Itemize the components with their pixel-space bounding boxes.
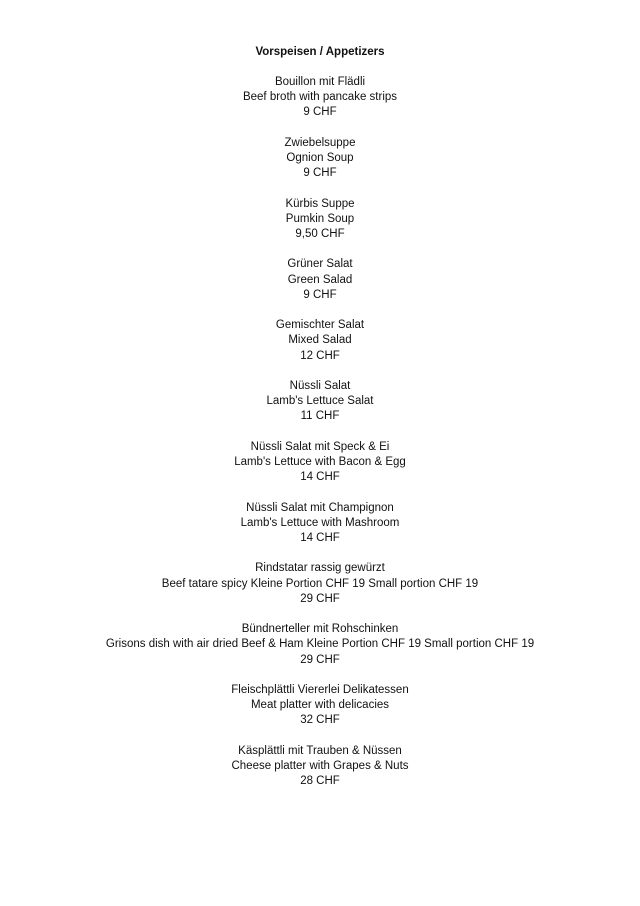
item-name-de: Rindstatar rassig gewürzt bbox=[255, 562, 385, 575]
item-name-de: Gemischter Salat bbox=[275, 319, 365, 332]
menu-item-nuessli-salat bbox=[0, 379, 640, 425]
item-name-en: Lamb's Lettuce with Bacon & Egg bbox=[234, 455, 406, 468]
menu-item-kuerbis-suppe bbox=[0, 197, 640, 243]
menu-item-gemischter-salat bbox=[0, 318, 640, 364]
item-name-en: Mixed Salad bbox=[288, 334, 352, 347]
item-name-en: Grisons dish with air dried Beef & Ham Kleine Portion CHF 19 Small portion CHF 19 bbox=[105, 638, 535, 651]
item-name-en: Ognion Soup bbox=[286, 152, 354, 164]
menu-list bbox=[0, 75, 640, 805]
item-price: 9 CHF bbox=[303, 106, 337, 119]
item-price: 29 CHF bbox=[300, 592, 340, 605]
item-name-en: Cheese platter with Grapes & Nuts bbox=[231, 759, 409, 772]
menu-item-nuessli-champignon bbox=[0, 501, 640, 547]
item-name-en: Meat platter with delicacies bbox=[250, 699, 390, 712]
menu-item-nuessli-speck-ei bbox=[0, 440, 640, 486]
menu-item-rindstatar bbox=[0, 561, 640, 607]
menu-item-bouillon bbox=[0, 75, 640, 121]
item-name-en: Lamb's Lettuce Salat bbox=[266, 395, 374, 408]
menu-item-zwiebelsuppe bbox=[0, 136, 640, 182]
item-name-de: Nüssli Salat bbox=[289, 379, 351, 392]
item-name-de: Zwiebelsuppe bbox=[284, 136, 356, 149]
item-price: 12 CHF bbox=[300, 349, 340, 362]
item-name-de: Nüssli Salat mit Speck & Ei bbox=[250, 440, 390, 453]
item-price: 14 CHF bbox=[300, 471, 340, 484]
item-name-en: Lamb's Lettuce with Mashroom bbox=[240, 516, 400, 529]
item-name-de: Kürbis Suppe bbox=[285, 197, 355, 210]
item-name-en: Green Salad bbox=[287, 273, 353, 286]
item-price: 11 CHF bbox=[300, 410, 340, 423]
item-name-de: Nüssli Salat mit Champignon bbox=[246, 501, 394, 514]
item-price: 14 CHF bbox=[300, 531, 340, 544]
item-price: 28 CHF bbox=[300, 775, 340, 788]
menu-item-gruener-salat bbox=[0, 257, 640, 303]
item-price: 9 CHF bbox=[303, 288, 337, 301]
item-name-de: Bouillon mit Flädli bbox=[274, 76, 366, 88]
menu-item-kaesplaettli bbox=[0, 744, 640, 790]
item-name-en: Beef tatare spicy Kleine Portion CHF 19 Small portion CHF 19 bbox=[161, 577, 479, 590]
item-name-de: Grüner Salat bbox=[287, 258, 353, 271]
item-price: 32 CHF bbox=[300, 714, 340, 727]
item-name-de: Käsplättli mit Trauben & Nüssen bbox=[238, 744, 402, 757]
menu-title: Vorspeisen / Appetizers bbox=[255, 46, 385, 58]
item-price: 29 CHF bbox=[300, 653, 340, 666]
item-price: 9,50 CHF bbox=[295, 228, 345, 240]
menu-item-buendnerteller bbox=[0, 622, 640, 668]
item-name-de: Bündnerteller mit Rohschinken bbox=[241, 623, 399, 636]
item-name-de: Fleischplättli Viererlei Delikatessen bbox=[231, 683, 409, 696]
item-price: 9 CHF bbox=[303, 167, 337, 180]
item-name-en: Beef broth with pancake strips bbox=[242, 91, 398, 104]
item-name-en: Pumkin Soup bbox=[285, 212, 355, 225]
menu-item-fleischplaettli bbox=[0, 683, 640, 729]
